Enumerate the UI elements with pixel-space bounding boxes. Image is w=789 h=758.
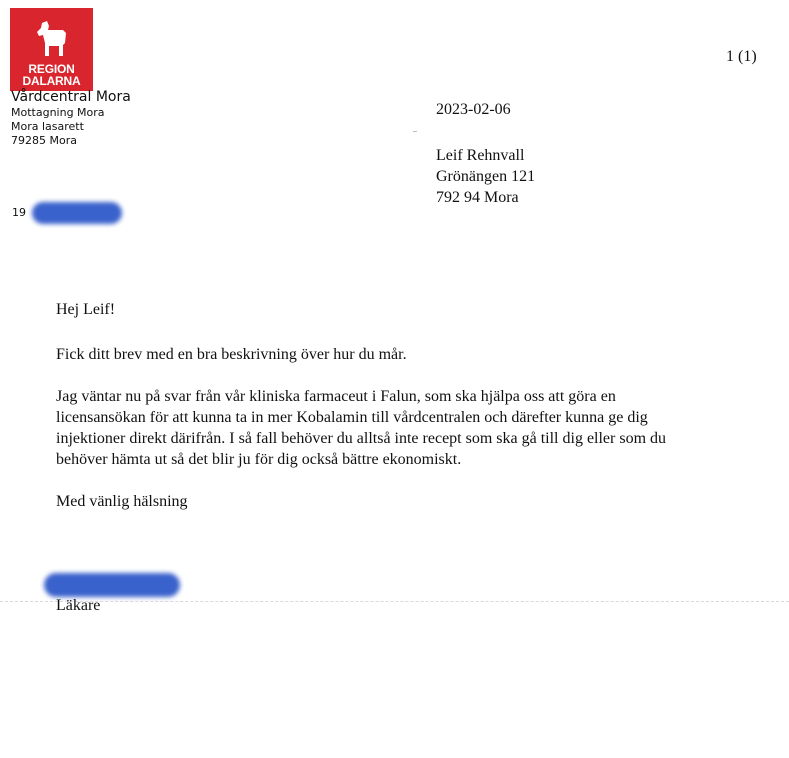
sender-line: Mottagning Mora [11, 106, 105, 119]
sender-address [11, 89, 131, 148]
recipient-street: Grönängen 121 [436, 168, 536, 185]
page-number: 1 (1) [726, 48, 757, 65]
scan-fold-line [0, 601, 789, 602]
greeting: Hej Leif! [56, 301, 116, 318]
logo-text-dalarna: DALARNA [22, 74, 81, 88]
letter-date: 2023-02-06 [436, 101, 511, 118]
recipient-city: 792 94 Mora [436, 189, 519, 206]
region-dalarna-logo [10, 8, 93, 91]
fold-mark [413, 131, 417, 132]
signer-title: Läkare [56, 597, 101, 614]
recipient-address [436, 145, 535, 208]
paragraph-line: injektioner direkt därifrån. I så fall behöver du alltså inte recept som ska gå till dig eller som du [56, 430, 667, 447]
closing: Med vänlig hälsning [56, 493, 188, 510]
sender-line: Mora lasarett [11, 120, 84, 133]
personal-number: 19 [12, 206, 26, 219]
paragraph-line: behöver hämta ut så det blir ju för dig också bättre ekonomiskt. [56, 451, 462, 468]
dala-horse-icon [36, 21, 68, 57]
paragraph-line: Jag väntar nu på svar från vår kliniska farmaceut i Falun, som ska hjälpa oss att göra en [56, 388, 616, 405]
recipient-name: Leif Rehnvall [436, 147, 525, 164]
sender-line: 79285 Mora [11, 134, 77, 147]
paragraph-2 [56, 386, 756, 470]
signer-name-redaction [44, 573, 180, 597]
personal-number-redaction [32, 202, 122, 224]
sender-org: Vårdcentral Mora [11, 89, 131, 105]
paragraph-line: licensansökan för att kunna ta in mer Kobalamin till vårdcentralen och därefter kunna ge dig [56, 409, 648, 426]
paragraph-1: Fick ditt brev med en bra beskrivning över hur du mår. [56, 346, 407, 363]
logo-text-region: REGION [28, 62, 75, 76]
